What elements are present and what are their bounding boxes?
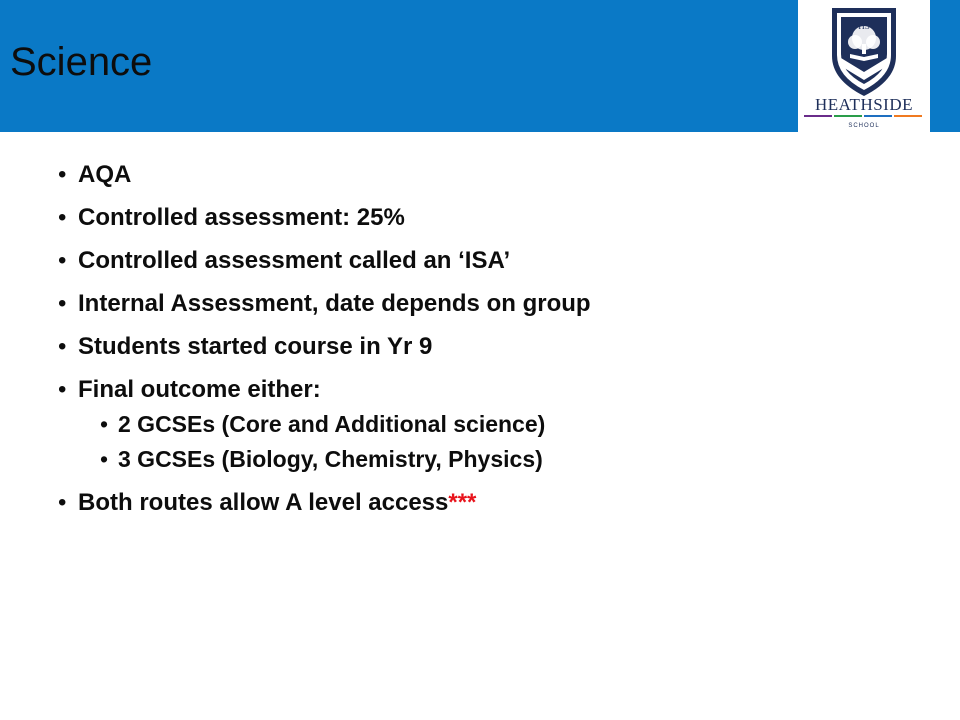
bullet-item: • Both routes allow A level access*** (58, 489, 477, 516)
bullet-item: • AQA (58, 161, 132, 188)
bullet-item: • Final outcome either: • 2 GCSEs (Core and Additional science) • 3 GCSEs (Biology, Chemistry, Physics) (52, 375, 932, 474)
school-logo (798, 0, 930, 132)
heathside-shield-icon (798, 0, 930, 132)
bullet-list (52, 160, 932, 517)
logo-name: HEATHSIDE (815, 95, 913, 114)
slide-body (52, 160, 932, 531)
bullet-item: • Controlled assessment: 25% (58, 204, 405, 231)
sub-bullet-item: • 3 GCSEs (Biology, Chemistry, Physics) (100, 446, 543, 472)
bullet-item: • Controlled assessment called an ‘ISA’ (58, 247, 511, 274)
logo-subtitle: SCHOOL (848, 123, 880, 129)
logo-monogram: HS (858, 21, 870, 31)
emphasis-stars: *** (448, 489, 477, 516)
title-bar (0, 0, 960, 132)
bullet-item: • Internal Assessment, date depends on group (58, 290, 591, 317)
slide-title: Science (10, 40, 153, 84)
bullet-item: • Students started course in Yr 9 (58, 333, 433, 360)
sub-bullet-item: • 2 GCSEs (Core and Additional science) (100, 411, 546, 437)
sub-bullet-list (78, 410, 932, 474)
